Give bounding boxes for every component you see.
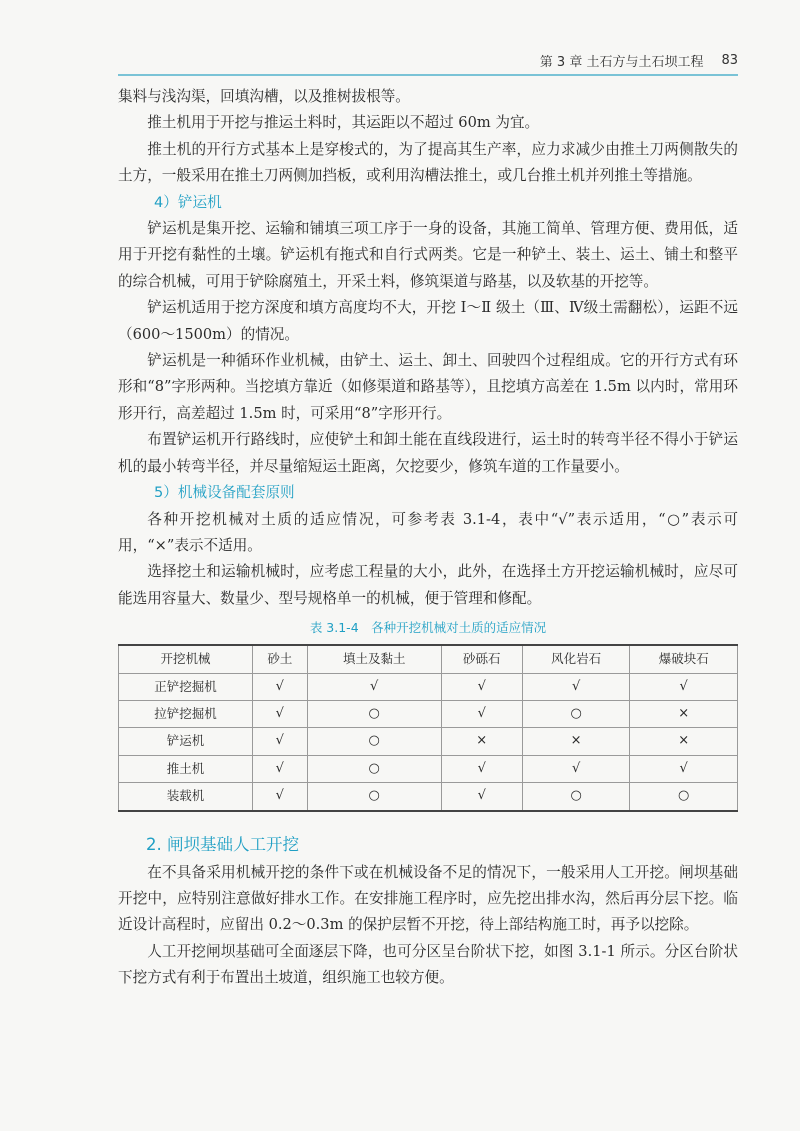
table-cell: ×: [522, 728, 630, 755]
paragraph: 集料与浅沟渠，回填沟槽，以及推树拔根等。: [118, 88, 410, 105]
machine-name: 正铲挖掘机: [119, 673, 253, 700]
header-rule: [118, 74, 738, 76]
section-heading-2: 2. 闸坝基础人工开挖: [146, 834, 299, 854]
table-cell: ○: [522, 783, 630, 811]
table-caption: 表 3.1-4 各种开挖机械对土质的适应情况: [309, 620, 547, 636]
section-heading-4: 4）铲运机: [154, 193, 222, 211]
paragraph: 在不具备采用机械开挖的条件下或在机械设备不足的情况下，一般采用人工开挖。闸坝基础开挖中，应特别注意做好排水工作。在安排施工程序时，应先挖出排水沟，然后再分层下挖。临近设计高程时，应留出 0.2～0.3m 的保护层暂不开挖，待上部结构施工时，再予以挖除。: [118, 863, 738, 934]
table-cell: √: [630, 755, 738, 782]
table-cell: √: [630, 673, 738, 700]
table-cell: ○: [307, 783, 441, 811]
table-cell: ○: [522, 700, 630, 727]
table-cell: ○: [307, 700, 441, 727]
paragraph: 铲运机是集开挖、运输和铺填三项工序于一身的设备，其施工简单、管理方便、费用低，适用于开挖有黏性的土壤。铲运机有拖式和自行式两类。它是一种铲土、装土、运土、铺土和整平的综合机械，可用于铲除腐殖土，开采土料，修筑渠道与路基，以及软基的开挖等。: [118, 220, 738, 290]
column-header: 开挖机械: [119, 645, 253, 673]
column-header: 风化岩石: [522, 645, 630, 673]
table-cell: √: [252, 755, 307, 782]
paragraph: 布置铲运机开行路线时，应使铲土和卸土能在直线段进行，运土时的转弯半径不得小于铲运机的最小转弯半径，并尽量缩短运土距离，欠挖要少，修筑车道的工作量要小。: [118, 431, 738, 475]
column-header: 爆破块石: [630, 645, 738, 673]
paragraph: 推土机用于开挖与推运土料时，其运距以不超过 60m 为宜。: [147, 114, 540, 132]
paragraph: 推土机的开行方式基本上是穿梭式的，为了提高其生产率，应力求减少由推土刀两侧散失的土方，一般采用在推土刀两侧加挡板，或利用沟槽法推土，或几台推土机并列推土等措施。: [118, 140, 738, 185]
table-cell: ×: [630, 728, 738, 755]
chapter-title: 第 3 章 土石方与土石坝工程: [539, 54, 704, 70]
table-cell: ×: [441, 728, 522, 755]
machine-name: 推土机: [119, 755, 253, 782]
paragraph: 铲运机适用于挖方深度和填方高度均不大，开挖 Ⅰ～Ⅱ 级土（Ⅲ、Ⅳ级土需翻松），运距不远（600～1500m）的情况。: [118, 299, 738, 343]
table-cell: √: [252, 700, 307, 727]
table-row: [119, 673, 738, 700]
table-cell: √: [441, 673, 522, 700]
machine-name: 装载机: [119, 783, 253, 811]
page-number: 83: [721, 52, 738, 68]
soil-suitability-table: [118, 644, 738, 811]
table-cell: √: [522, 673, 630, 700]
table-cell: ×: [630, 700, 738, 727]
paragraph: 选择挖土和运输机械时，应考虑工程量的大小，此外，在选择土方开挖运输机械时，应尽可能选用容量大、数量少、型号规格单一的机械，便于管理和修配。: [118, 563, 738, 607]
table-row: [119, 755, 738, 782]
table-cell: √: [522, 755, 630, 782]
column-header: 填土及黏土: [307, 645, 441, 673]
paragraph: 各种开挖机械对土质的适应情况，可参考表 3.1-4，表中“√”表示适用，“○”表示可用，“×”表示不适用。: [118, 510, 738, 554]
machine-name: 拉铲挖掘机: [119, 700, 253, 727]
table-row: [119, 783, 738, 811]
machine-name: 铲运机: [119, 728, 253, 755]
paragraph: 人工开挖闸坝基础可全面逐层下降，也可分区呈台阶状下挖，如图 3.1-1 所示。分区台阶状下挖方式有利于布置出土坡道，组织施工也较方便。: [118, 942, 738, 987]
table-cell: √: [252, 728, 307, 755]
table-cell: √: [252, 673, 307, 700]
table-cell: √: [441, 755, 522, 782]
page-body: [118, 84, 738, 992]
section-heading-5: 5）机械设备配套原则: [154, 484, 295, 502]
column-header: 砂土: [252, 645, 307, 673]
table-cell: √: [252, 783, 307, 811]
table-cell: √: [441, 700, 522, 727]
column-header: 砂砾石: [441, 645, 522, 673]
table-cell: √: [307, 673, 441, 700]
paragraph: 铲运机是一种循环作业机械，由铲土、运土、卸土、回驶四个过程组成。它的开行方式有环形和“8”字形两种。当挖填方靠近（如修渠道和路基等），且挖填方高差在 1.5m 以内时，常用环形开行，高差超过 1.5m 时，可采用“8”字形开行。: [118, 352, 738, 422]
table-row: [119, 700, 738, 727]
table-cell: ○: [307, 728, 441, 755]
table-row: [119, 728, 738, 755]
table-cell: √: [441, 783, 522, 811]
table-cell: ○: [630, 783, 738, 811]
table-header-row: [119, 645, 738, 673]
table-cell: ○: [307, 755, 441, 782]
page-header: [118, 48, 738, 72]
